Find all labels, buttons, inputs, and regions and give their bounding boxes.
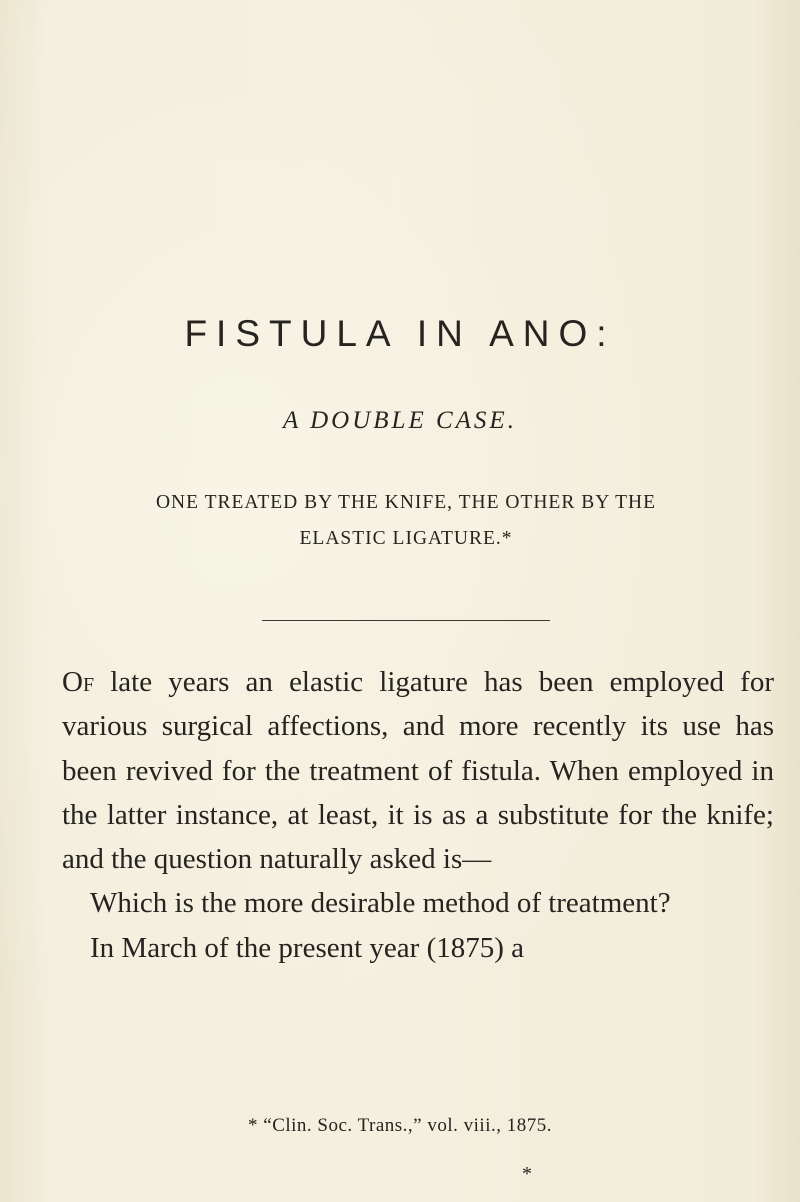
description (40, 485, 772, 557)
description-line-1: ONE TREATED BY THE KNIFE, THE OTHER BY THE (155, 492, 657, 513)
signature-mark: * (522, 1163, 532, 1185)
footnote: * “Clin. Soc. Trans.,” vol. viii., 1875. (248, 1115, 552, 1136)
paragraph-1 (62, 660, 774, 881)
body-text (62, 660, 774, 970)
subtitle: A DOUBLE CASE. (283, 407, 517, 434)
paragraph-3: In March of the present year (1875) a (90, 931, 525, 964)
paragraph-2: Which is the more desirable method of treatment? (90, 887, 671, 920)
page-title: FISTULA IN ANO: (184, 313, 616, 354)
paragraph-1-text: late years an elastic ligature has been employed for various surgical affections, and more recently its use has been revived for the treatment of fistula. When employed in the latter instance, at least, it is as a substitute for the knife; and the question naturally asked is— (62, 666, 774, 876)
description-line-2: ELASTIC LIGATURE.* (299, 528, 513, 549)
section-divider (262, 620, 550, 621)
paragraph-1-lead: Of (62, 666, 95, 698)
